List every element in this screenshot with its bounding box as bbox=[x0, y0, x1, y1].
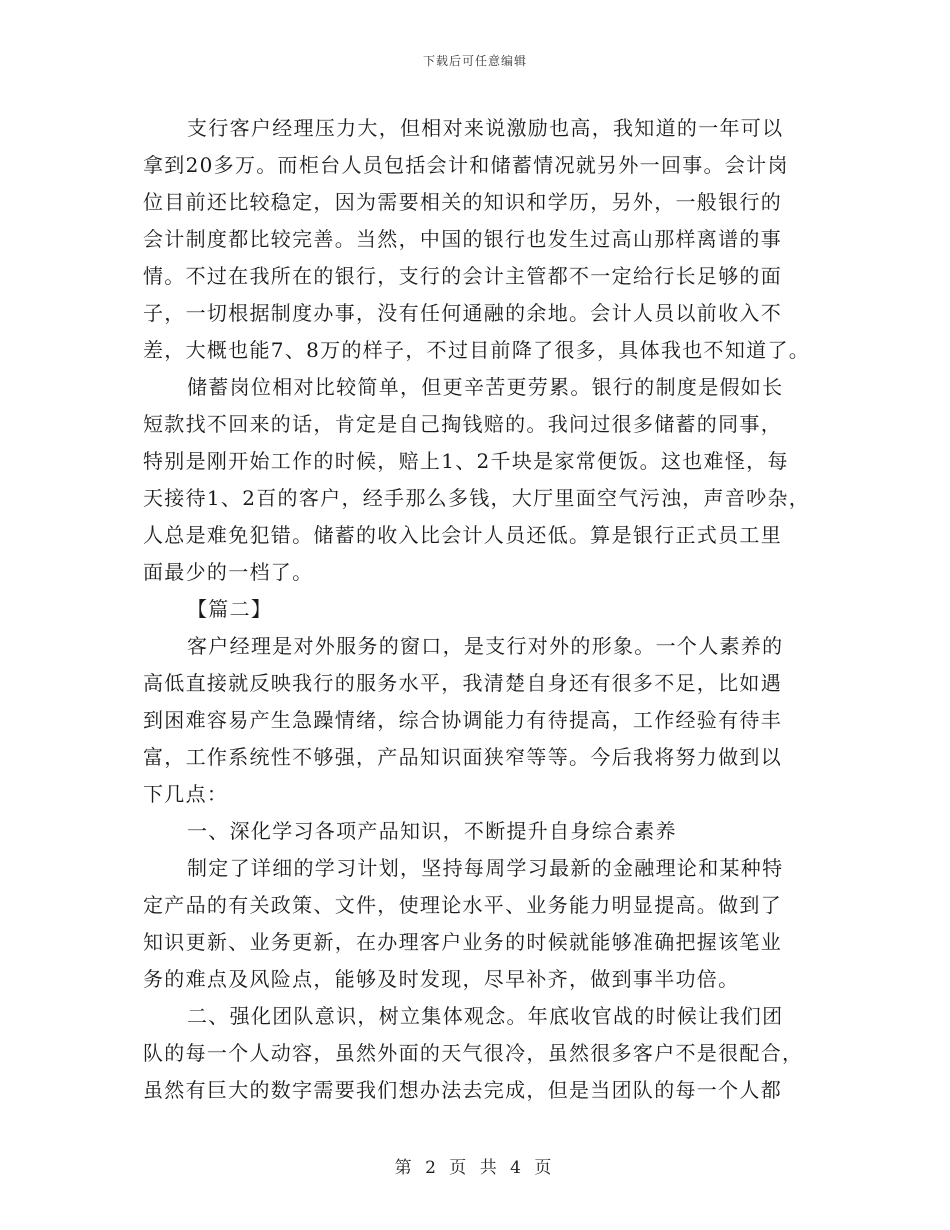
text-line: 定产品的有关政策、文件，使理论水平、业务能力明显提高。做到了 bbox=[143, 893, 782, 917]
text-line: 天接待1、2百的客户，经手那么多钱，大厅里面空气污浊，声音吵杂， bbox=[143, 486, 811, 510]
page-footer: 第 2 页 共 4 页 bbox=[394, 1158, 556, 1178]
text-line: 短款找不回来的话，肯定是自己掏钱赔的。我问过很多储蓄的同事， bbox=[143, 412, 782, 436]
text-line: 制定了详细的学习计划，坚持每周学习最新的金融理论和某种特 bbox=[187, 856, 784, 880]
text-line: 客户经理是对外服务的窗口，是支行对外的形象。一个人素养的 bbox=[187, 634, 784, 658]
text-line: 特别是刚开始工作的时候，赔上1、2千块是家常便饭。这也难怪，每 bbox=[143, 449, 789, 473]
text-line: 面最少的一档了。 bbox=[143, 560, 314, 584]
text-line: 人总是难免犯错。储蓄的收入比会计人员还低。算是银行正式员工里 bbox=[143, 523, 782, 547]
text-line: 高低直接就反映我行的服务水平，我清楚自身还有很多不足，比如遇 bbox=[143, 671, 782, 695]
text-line: 到困难容易产生急躁情绪，综合协调能力有待提高，工作经验有待丰 bbox=[143, 708, 782, 732]
text-line: 子，一切根据制度办事，没有任何通融的余地。会计人员以前收入不 bbox=[143, 301, 782, 325]
text-line: 会计制度都比较完善。当然，中国的银行也发生过高山那样离谱的事 bbox=[143, 227, 782, 251]
text-line: 务的难点及风险点，能够及时发现，尽早补齐，做到事半功倍。 bbox=[143, 967, 740, 991]
text-line: 富，工作系统性不够强，产品知识面狭窄等等。今后我将努力做到以 bbox=[143, 745, 782, 769]
text-line: 二、强化团队意识，树立集体观念。年底收官战的时候让我们团 bbox=[187, 1004, 784, 1028]
text-line: 【篇二】 bbox=[187, 597, 273, 621]
text-line: 位目前还比较稳定，因为需要相关的知识和学历，另外，一般银行的 bbox=[143, 190, 782, 214]
page-header: 下载后可任意编辑 bbox=[422, 54, 527, 68]
text-line: 差，大概也能7、8万的样子，不过目前降了很多，具体我也不知道了。 bbox=[143, 338, 811, 362]
text-line: 支行客户经理压力大，但相对来说激励也高，我知道的一年可以 bbox=[187, 116, 784, 140]
text-line: 储蓄岗位相对比较简单，但更辛苦更劳累。银行的制度是假如长 bbox=[187, 375, 784, 399]
text-line: 队的每一个人动容，虽然外面的天气很冷，虽然很多客户不是很配合， bbox=[143, 1041, 804, 1065]
text-line: 下几点： bbox=[143, 782, 229, 806]
text-line: 拿到20多万。而柜台人员包括会计和储蓄情况就另外一回事。会计岗 bbox=[143, 153, 789, 177]
text-line: 知识更新、业务更新，在办理客户业务的时候就能够准确把握该笔业 bbox=[143, 930, 782, 954]
text-line: 虽然有巨大的数字需要我们想办法去完成，但是当团队的每一个人都 bbox=[143, 1078, 782, 1102]
document-body bbox=[143, 110, 833, 1109]
text-line: 一、深化学习各项产品知识，不断提升自身综合素养 bbox=[187, 819, 677, 843]
text-line: 情。不过在我所在的银行，支行的会计主管都不一定给行长足够的面 bbox=[143, 264, 782, 288]
